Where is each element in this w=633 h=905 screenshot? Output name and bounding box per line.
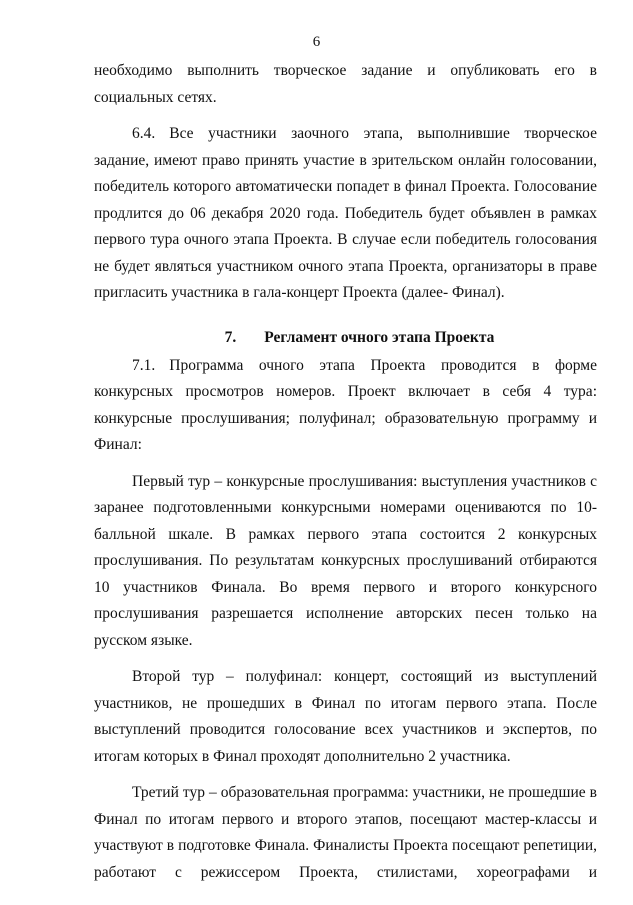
document-body: [94, 58, 597, 896]
paragraph-tour-3: Третий тур – образовательная программа: участники, не прошедшие в Финал по итогам первого и второго этапов, посещают мастер-классы и участвуют в подготовке Финала. Финалисты Проекта посещают репетиции, работают с режиссером Проекта, стилистами, хореографами и: [94, 784, 597, 881]
paragraph-7-1: [94, 353, 597, 459]
paragraph-tour-1: Первый тур – конкурсные прослушивания: выступления участников с заранее подготовленными конкурсными номерами оцениваются по 10-балльной шкале. В рамках первого этапа состоится 2 конкурсных прослушивания. По результатам конкурсных прослушиваний отбираются 10 участников Финала. Во время первого и второго конкурсного прослушивания разрешается исполнение авторских песен только на русском языке.: [94, 472, 597, 649]
paragraph-continuation: необходимо выполнить творческое задание и опубликовать его в социальных сетях.: [94, 62, 597, 106]
clause-text: Программа очного этапа Проекта проводится в форме конкурсных просмотров номеров. Проект включает в себя 4 тура: конкурсные прослушивания; полуфинал; образовательную программу и Финал:: [94, 356, 597, 453]
page-number: 6: [312, 34, 321, 50]
section-heading: [94, 325, 597, 351]
clause-number: 7.1.: [132, 356, 156, 374]
clause-number: 6.4.: [132, 125, 156, 142]
clause-text: Все участники заочного этапа, выполнившие творческое задание, имеют право принять участие в зрительском онлайн голосовании, победитель которого автоматически попадет в финал Проекта. Голосование продлится до 06 декабря 2020 года. Победитель будет объявлен в рамках первого тура очного этапа Проекта. В случае если победитель голосования не будет являться участником очного этапа Проекта, организаторы в праве пригласить участника в гала-концерт Проекта (далее- Финал).: [94, 125, 597, 301]
section-title: Регламент очного этапа Проекта: [264, 328, 495, 346]
paragraph-6-4: [94, 121, 597, 307]
section-number: 7.: [224, 328, 237, 346]
paragraph-tour-2: Второй тур – полуфинал: концерт, состоящий из выступлений участников, не прошедших в Финал по итогам первого этапа. После выступлений проводится голосование всех участников и экспертов, по итогам которых в Финал проходят дополнительно 2 участника.: [94, 668, 597, 765]
